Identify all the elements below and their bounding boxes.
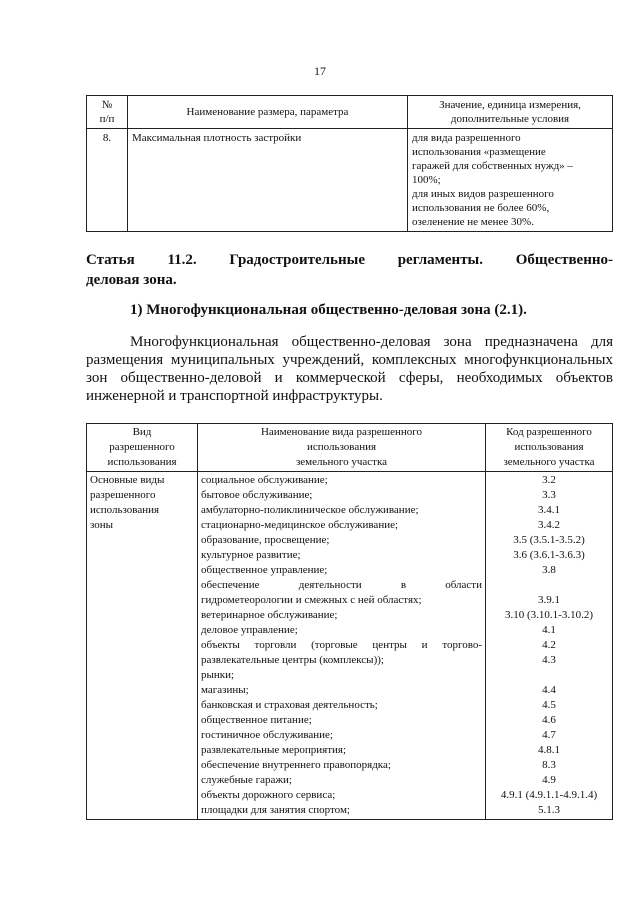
use-code-line <box>489 668 609 683</box>
use-name-line: социальное обслуживание; <box>201 474 328 486</box>
use-name-line: развлекательные центры (комплексы)); <box>201 654 384 666</box>
use-name-line: служебные гаражи; <box>201 774 292 786</box>
value-line: озеленение не менее 30%. <box>412 216 534 228</box>
use-name-line: стационарно-медицинское обслуживание; <box>201 519 399 531</box>
permitted-use-table <box>86 423 613 820</box>
use-name-line: развлекательные мероприятия; <box>201 744 347 756</box>
row-number: 8. <box>87 129 128 232</box>
value-line: для иных видов разрешенного <box>412 188 554 200</box>
header-value-line: Значение, единица измерения, <box>439 99 581 111</box>
use-name-line: культурное развитие; <box>201 549 301 561</box>
use-name-line: бытовое обслуживание; <box>201 489 313 501</box>
header-use-kind <box>87 424 198 472</box>
use-name-line: общественное питание; <box>201 714 312 726</box>
use-name-line: банковская и страховая деятельность; <box>201 699 378 711</box>
value-line: гаражей для собственных нужд» – <box>412 160 573 172</box>
use-name-line: гостиничное обслуживание; <box>201 729 333 741</box>
header-line: Наименование вида разрешенного <box>260 426 423 438</box>
use-name-line: объекты торговли (торговые центры и торгово- <box>201 639 482 651</box>
use-kind-line: Основные виды <box>90 474 165 486</box>
header-line: использования <box>306 441 377 453</box>
header-line: разрешенного <box>109 441 175 453</box>
header-use-name <box>198 424 486 472</box>
use-name-line: рынки; <box>201 669 235 681</box>
use-code-line: 4.9.1 (4.9.1.1-4.9.1.4) <box>500 789 598 801</box>
permitted-use-table-header <box>87 424 613 472</box>
value-line: использования «размещение <box>412 146 546 158</box>
header-parameter-name: Наименование размера, параметра <box>128 96 408 129</box>
row-parameter-name: Максимальная плотность застройки <box>128 129 408 232</box>
use-code-line: 3.5 (3.5.1-3.5.2) <box>513 534 585 546</box>
header-value <box>408 96 613 129</box>
use-code-line: 3.2 <box>542 474 556 486</box>
use-name-line: обеспечение деятельности в области <box>201 579 482 591</box>
use-code-line: 4.2 <box>542 639 556 651</box>
use-code-line: 4.9 <box>542 774 556 786</box>
use-name-line: объекты дорожного сервиса; <box>201 789 336 801</box>
header-use-code <box>486 424 613 472</box>
use-code-line: 8.3 <box>542 759 556 771</box>
header-number-line: п/п <box>99 113 115 125</box>
article-heading <box>86 250 613 290</box>
header-line: Вид <box>132 426 152 438</box>
use-kind-line: разрешенного <box>90 489 156 501</box>
table-row <box>87 472 613 820</box>
use-name-line: гидрометеорологии и смежных с ней областях; <box>201 594 422 606</box>
parameters-table-header <box>87 96 613 129</box>
use-code-line: 3.10 (3.10.1-3.10.2) <box>505 609 593 621</box>
header-line: земельного участка <box>295 456 388 468</box>
use-code-line <box>489 578 609 593</box>
use-code-line: 4.7 <box>542 729 556 741</box>
use-code-line: 3.3 <box>542 489 556 501</box>
use-name-line: образование, просвещение; <box>201 534 330 546</box>
subsection-heading: 1) Многофункциональная общественно-деловая зона (2.1). <box>130 302 527 318</box>
use-code-line: 4.1 <box>542 624 556 636</box>
use-code-line: 3.4.1 <box>538 504 560 516</box>
use-name-cell <box>198 472 486 820</box>
header-line: использования <box>514 441 584 453</box>
use-code-line: 3.8 <box>542 564 556 576</box>
parameters-table <box>86 95 613 232</box>
article-heading-line1: Статья 11.2. Градостроительные регламенты. Общественно- <box>86 252 613 268</box>
use-code-line: 4.8.1 <box>538 744 560 756</box>
header-number-line: № <box>101 99 113 111</box>
use-code-line: 3.6 (3.6.1-3.6.3) <box>513 549 585 561</box>
value-line: 100%; <box>412 174 441 186</box>
header-number <box>87 96 128 129</box>
use-kind-line: зоны <box>90 519 114 531</box>
use-name-line: амбулаторно-поликлиническое обслуживание; <box>201 504 419 516</box>
header-line: Код разрешенного <box>506 426 592 438</box>
article-heading-line2: деловая зона. <box>86 272 177 288</box>
table-row <box>87 129 613 232</box>
header-value-line: дополнительные условия <box>450 113 570 125</box>
use-code-line: 4.6 <box>542 714 556 726</box>
header-line: земельного участка <box>503 456 595 468</box>
page-number: 17 <box>314 64 326 78</box>
header-line: использования <box>107 456 177 468</box>
value-line: для вида разрешенного <box>412 132 521 144</box>
row-value <box>408 129 613 232</box>
use-code-line: 3.4.2 <box>538 519 560 531</box>
use-code-line: 5.1.3 <box>538 804 560 816</box>
use-name-line: ветеринарное обслуживание; <box>201 609 338 621</box>
use-kind-line: использования <box>90 504 160 516</box>
value-line: использования не более 60%, <box>412 202 550 214</box>
use-code-line: 4.3 <box>542 654 556 666</box>
use-code-line: 4.4 <box>542 684 556 696</box>
use-name-line: общественное управление; <box>201 564 328 576</box>
use-code-line: 4.5 <box>542 699 556 711</box>
use-name-line: деловое управление; <box>201 624 298 636</box>
use-name-line: обеспечение внутреннего правопорядка; <box>201 759 391 771</box>
zone-description-paragraph: Многофункциональная общественно-деловая зона предназначена для размещения муниципальных учреждений, комплексных многофункциональных зон общественно-деловой и коммерческой сферы, необходимых объектов инженерной и транспортной инфраструктуры. <box>86 334 613 404</box>
use-kind-cell <box>87 472 198 820</box>
use-code-line: 3.9.1 <box>538 594 560 606</box>
use-name-line: площадки для занятия спортом; <box>201 804 350 816</box>
use-code-cell <box>486 472 613 820</box>
use-name-line: магазины; <box>201 684 249 696</box>
